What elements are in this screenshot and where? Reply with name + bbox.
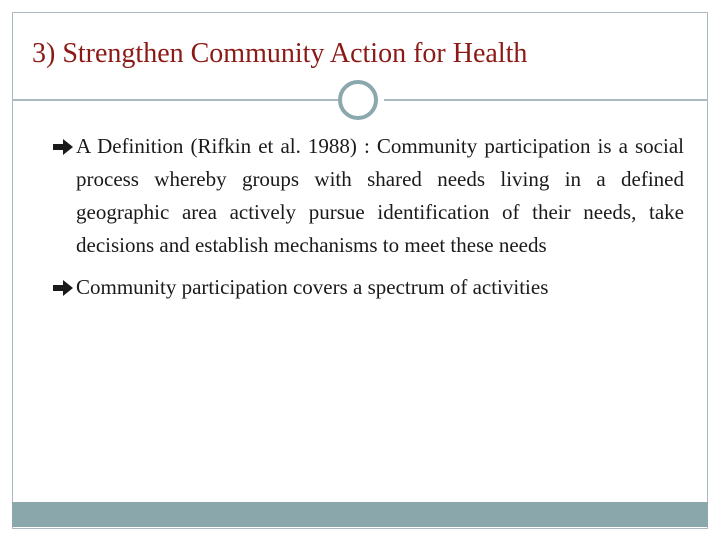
right-arrow-icon <box>52 279 74 297</box>
bullet-item-spectrum <box>52 271 684 304</box>
slide-content <box>52 130 684 304</box>
right-arrow-icon <box>52 138 74 156</box>
bullet-text: Community participation covers a spectrum of activities <box>76 275 549 299</box>
slide-title: 3) Strengthen Community Action for Health <box>32 38 528 69</box>
title-divider-left <box>12 99 338 101</box>
circle-ornament-icon <box>338 80 378 120</box>
bullet-item-definition <box>52 130 684 262</box>
title-divider-right <box>384 99 708 101</box>
bullet-text: A Definition (Rifkin et al. 1988) : Community participation is a social process whereby groups with shared needs living in a defined geographic area actively pursue identification of their needs, take decisions and establish mechanisms to meet these needs <box>76 134 684 257</box>
footer-bar <box>12 502 708 527</box>
